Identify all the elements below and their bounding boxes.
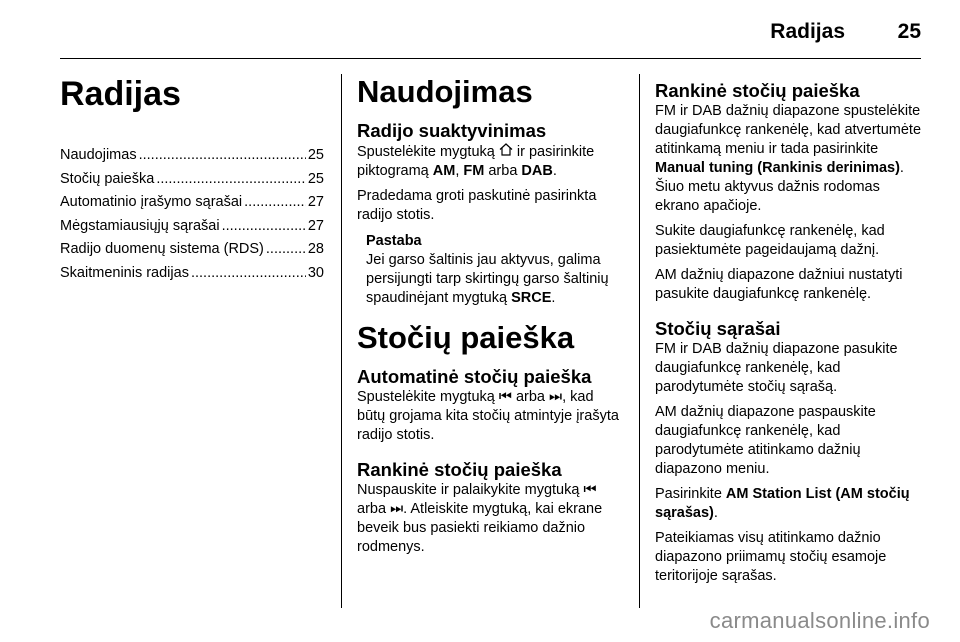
paragraph: FM ir DAB dažnių diapazone pasukite daugiafunkcę rankenėlę, kad parodytumėte stočių sąrašą. <box>655 341 898 395</box>
toc-page: 27 <box>307 217 324 234</box>
note-title: Pastaba <box>366 233 422 249</box>
prev-track-icon: ⏮ <box>583 482 597 498</box>
next-track-icon: ⏭ <box>549 389 563 405</box>
toc-label: Mėgstamiausiųjų sąrašai <box>60 217 220 234</box>
next-track-icon: ⏭ <box>390 501 404 517</box>
toc-item[interactable] <box>60 238 324 262</box>
paragraph: FM ir DAB dažnių diapazone spustelėkite daugiafunkcę rankenėlę, kad atvertumėte atitinkamą meniu ir tada pasirinkite Manual tuning (Rankinis derinimas). Šiuo metu aktyvus dažnis rodomas ekrano apačioje. <box>655 103 922 214</box>
header-title: Radijas <box>770 20 845 43</box>
watermark: carmanualsonline.info <box>709 608 930 633</box>
paragraph: AM dažnių diapazone paspauskite daugiafunkcę rankenėlę, kad parodytumėte atitinkamo dažnių diapazono meniu. <box>655 404 876 477</box>
toc-column <box>60 74 324 285</box>
chapter-title: Radijas <box>60 75 181 113</box>
toc-label: Radijo duomenų sistema (RDS) <box>60 241 264 257</box>
subheading-auto: Automatinė stočių paieška <box>357 366 592 387</box>
toc-page: 25 <box>307 147 324 163</box>
toc-item[interactable] <box>60 262 324 286</box>
paragraph: Spustelėkite mygtuką ⏮ arba ⏭, kad būtų grojama kita stočių atmintyje įrašyta radijo stotis. <box>357 389 619 443</box>
toc-label: Skaitmeninis radijas <box>60 264 189 281</box>
subheading-lists: Stočių sąrašai <box>655 318 781 339</box>
toc-item[interactable] <box>60 168 324 192</box>
subheading-manual: Rankinė stočių paieška <box>357 459 562 480</box>
paragraph: Pradedama groti paskutinė pasirinkta radijo stotis. <box>357 188 597 223</box>
toc-item[interactable] <box>60 191 324 215</box>
toc-label: Automatinio įrašymo sąrašai <box>60 194 243 210</box>
paragraph: Pateikiamas visų atitinkamo dažnio diapazono priimamų stočių esamoje teritorijoje sąrašas. <box>655 530 887 584</box>
toc-page: 27 <box>307 194 324 210</box>
toc-page: 30 <box>307 264 324 281</box>
manual-column <box>655 80 921 592</box>
toc-item[interactable] <box>60 215 324 239</box>
column-divider <box>639 74 640 608</box>
prev-track-icon: ⏮ <box>498 389 512 405</box>
usage-column <box>357 74 623 563</box>
section-heading-search: Stočių paieška <box>357 320 575 355</box>
page-number: 25 <box>897 20 921 43</box>
toc-page: 25 <box>307 170 324 187</box>
paragraph: AM dažnių diapazone dažniui nustatyti pasukite daugiafunkcę rankenėlę. <box>655 267 903 302</box>
toc-item[interactable] <box>60 144 324 168</box>
toc-label: Naudojimas <box>60 147 137 163</box>
page-header <box>60 0 921 59</box>
subheading-manual: Rankinė stočių paieška <box>655 80 860 101</box>
toc-page: 28 <box>307 241 324 257</box>
toc-list <box>60 144 324 285</box>
subheading-activate: Radijo suaktyvinimas <box>357 120 547 141</box>
note-block <box>366 232 623 308</box>
column-divider <box>341 74 342 608</box>
paragraph: Pasirinkite AM Station List (AM stočių sąrašas). <box>655 486 910 521</box>
home-icon <box>499 142 513 161</box>
toc-label: Stočių paieška <box>60 170 155 187</box>
paragraph: Sukite daugiafunkcę rankenėlę, kad pasiektumėte pageidaujamą dažnį. <box>655 223 885 258</box>
note-text: Jei garso šaltinis jau aktyvus, galima persijungti tarp skirtingų garso šaltinių spaudinėjant mygtuką SRCE. <box>366 252 609 306</box>
paragraph: Nuspauskite ir palaikykite mygtuką ⏮ arba ⏭. Atleiskite mygtuką, kai ekrane beveik bus pasiekti reikiamo dažnio rodmenys. <box>357 482 603 555</box>
section-heading-usage: Naudojimas <box>357 74 533 109</box>
paragraph: Spustelėkite mygtuką ir pasirinkite piktogramą AM, FM arba DAB. <box>357 144 595 179</box>
